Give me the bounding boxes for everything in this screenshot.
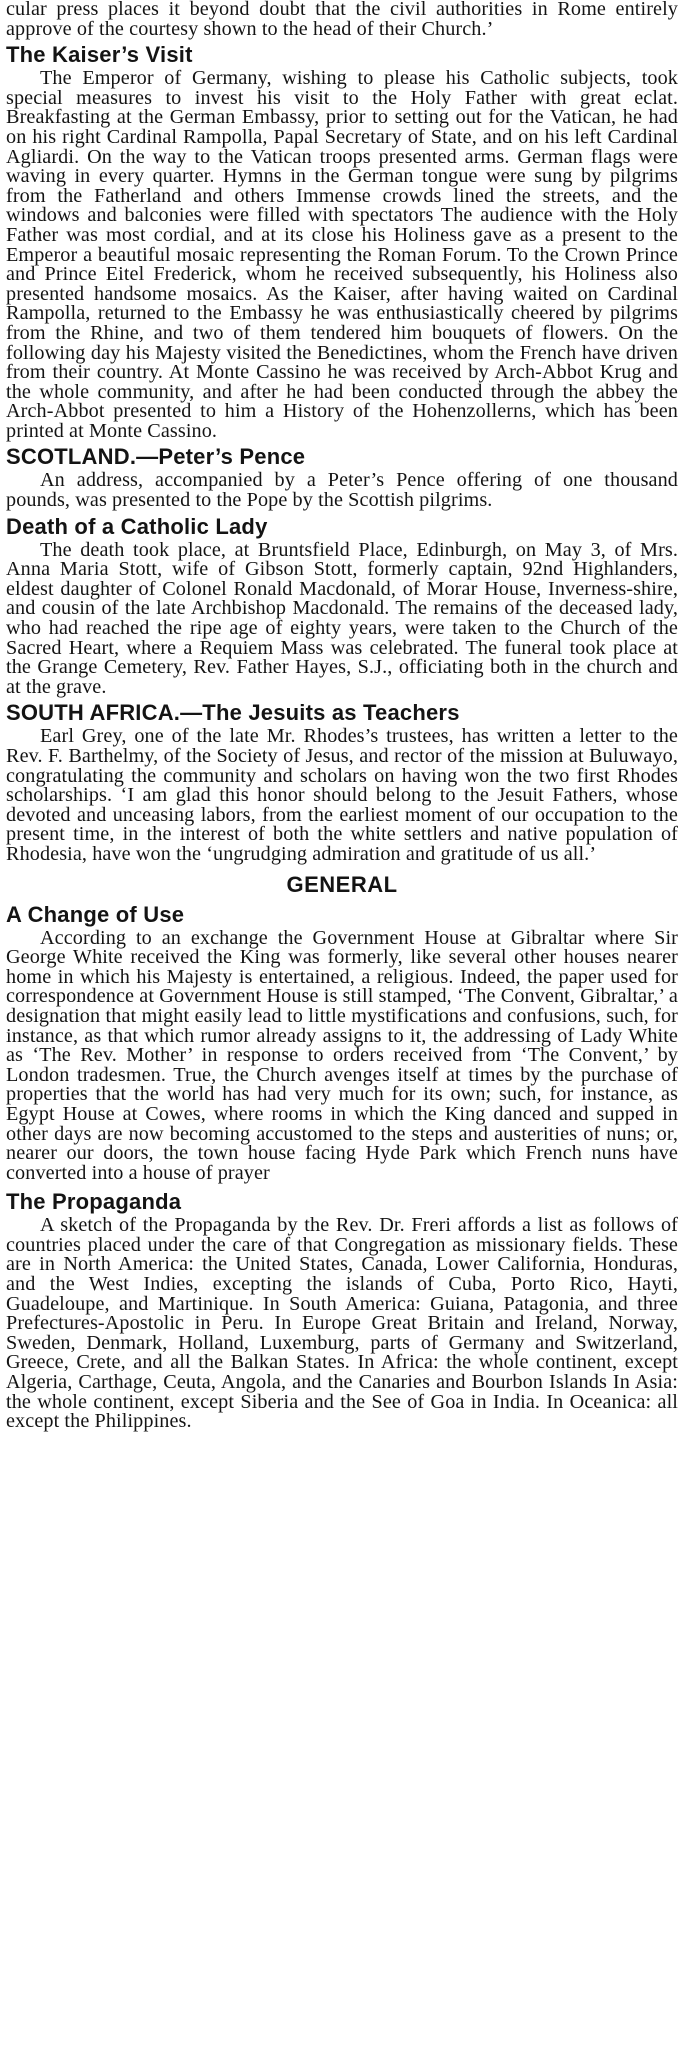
scotland-heading: SCOTLAND.—Peter’s Pence [6, 444, 306, 470]
change-of-use-heading: A Change of Use [6, 901, 185, 927]
opening-paragraph: cular press places it beyond doubt that the civil authorities in Rome entirely approve of the courtesy shown to the head of their Church.’ [6, 0, 678, 40]
propaganda-heading: The Propaganda [6, 1189, 182, 1215]
kaiser-visit-paragraph: The Emperor of Germany, wishing to please his Catholic subjects, took special measures to invest his visit to the Holy Father with great eclat. Breakfasting at the German Embassy, prior to setting out for the Vatican, he had on his right Cardinal Rampolla, Papal Secretary of State, and on his left Cardinal Agliardi. On the way to the Vatican troops presented arms. German flags were waving in every quarter. Hymns in the German tongue were sung by pilgrims from the Fatherland and others Immense crowds lined the streets, and the windows and balconies were filled with spectators The audience with the Holy Father was most cordial, and at its close his Holiness gave as a present to the Emperor a beautiful mosaic representing the Roman Forum. To the Crown Prince and Prince Eitel Frederick, whom he received subsequently, his Holiness also presented handsome mosaics. As the Kaiser, after having waited on Cardinal Rampolla, returned to the Embassy he was enthusiastically cheered by pilgrims from the Rhine, and two of them tendered him bouquets of flowers. On the following day his Majesty visited the Benedictines, whom the French have driven from their country. At Monte Cassino he was received by Arch-Abbot Krug and the whole community, and after he had been conducted through the abbey the Arch-Abbot presented to him a History of the Hohenzollerns, which has been printed at Monte Cassino. [6, 67, 678, 442]
scotland-paragraph: An address, accompanied by a Peter’s Pence offering of one thousand pounds, was presented to the Pope by the Scottish pilgrims. [6, 469, 678, 512]
death-heading: Death of a Catholic Lady [6, 513, 268, 539]
south-africa-heading: SOUTH AFRICA.—The Jesuits as Teachers [6, 700, 460, 726]
propaganda-paragraph: A sketch of the Propaganda by the Rev. Dr. Freri affords a list as follows of countries placed under the care of that Congregation as missionary fields. These are in North America: the United States, Canada, Lower California, Honduras, and the West Indies, excepting the islands of Cuba, Porto Rico, Hayti, Guadeloupe, and Martinique. In South America: Guiana, Patagonia, and three Prefectures-Apostolic in Peru. In Europe Great Britain and Ireland, Norway, Sweden, Denmark, Holland, Luxemburg, parts of Germany and Switzerland, Greece, Crete, and all the Balkan States. In Africa: the whole continent, except Algeria, Carthage, Ceuta, Angola, and the Canaries and Bourbon Islands In Asia: the whole continent, except Siberia and the See of Goa in India. In Oceanica: all except the Philippines. [6, 1214, 678, 1433]
south-africa-paragraph: Earl Grey, one of the late Mr. Rhodes’s trustees, has written a letter to the Rev. F. Barthelmy, of the Society of Jesus, and rector of the mission at Buluwayo, congratulating the community and scholars on having won the two first Rhodes scholarships. ‘I am glad this honor should belong to the Jesuit Fathers, whose devoted and unceasing labors, from the earliest moment of our occupation to the present time, in the interest of both the white settlers and native population of Rhodesia, have won the ‘ungrudging admiration and gratitude of us all.’ [6, 725, 678, 865]
change-of-use-paragraph: According to an exchange the Government House at Gibraltar where Sir George White received the King was formerly, like several other houses nearer home in which his Majesty is entertained, a religious. Indeed, the paper used for correspondence at Government House is still stamped, ‘The Convent, Gibraltar,’ a designation that might easily lead to little mystifications and confusions, such, for instance, as that which rumor already assigns to it, the addressing of Lady White as ‘The Rev. Mother’ in response to orders received from ‘The Convent,’ by London tradesmen. True, the Church avenges itself at times by the purchase of properties that the world has had very much for its own; such, for instance, as Egypt House at Cowes, where rooms in which the King danced and supped in other days are now becoming accustomed to the steps and austerities of nuns; or, nearer our doors, the town house facing Hyde Park which French nuns have converted into a house of prayer [6, 926, 678, 1184]
death-paragraph: The death took place, at Bruntsfield Place, Edinburgh, on May 3, of Mrs. Anna Maria Stott, wife of Gibson Stott, formerly captain, 92nd Highlanders, eldest daughter of Colonel Ronald Macdonald, of Morar House, Inverness-shire, and cousin of the late Archbishop Macdonald. The remains of the deceased lady, who had reached the ripe age of eighty years, were taken to the Church of the Sacred Heart, where a Requiem Mass was celebrated. The funeral took place at the Grange Cemetery, Rev. Father Hayes, S.J., officiating both in the church and at the grave. [6, 538, 678, 698]
kaiser-visit-heading: The Kaiser’s Visit [6, 42, 193, 68]
newspaper-column [6, 0, 678, 1432]
general-heading: GENERAL [286, 871, 398, 897]
